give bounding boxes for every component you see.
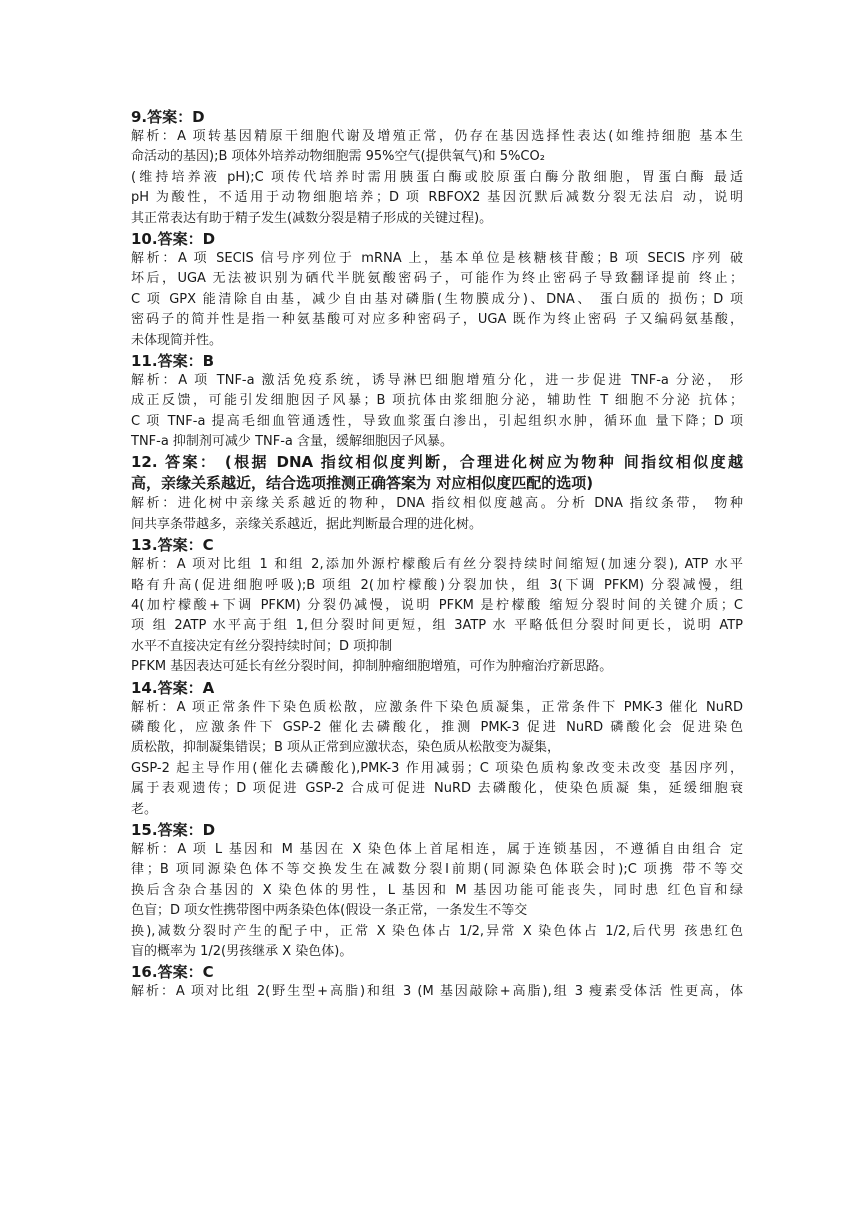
question-9: [131, 107, 743, 229]
analysis-line: C 项 GPX 能清除自由基，减少自由基对磷脂(生物膜成分)、DNA、 蛋白质的 损伤；D 项: [131, 291, 743, 307]
analysis-line: 解析：进化树中亲缘关系越近的物种，DNA 指纹相似度越高。分析 DNA 指纹条带， 物种: [131, 496, 743, 512]
answer-title-12: 12. 答案： (根据 DNA 指纹相似度判断，合理进化树应为物种 间指纹相似度越: [131, 453, 743, 472]
answer-title-13: 13.答案：C: [131, 536, 214, 555]
answer-title-15: 15.答案：D: [131, 820, 216, 839]
analysis-line: GSP-2 起主导作用(催化去磷酸化),PMK-3 作用减弱；C 项染色质构象改变未改变 基因序列，: [131, 760, 743, 776]
analysis-line: 盲的概率为 1/2(男孩继承 X 染色体)。: [131, 943, 353, 959]
analysis-line: 略有升高(促进细胞呼吸);B 项组 2(加柠檬酸)分裂加快，组 3(下调 PFKM) 分裂减慢，组: [131, 577, 743, 593]
analysis-line: 属于表观遗传；D 项促进 GSP-2 合成可促进 NuRD 去磷酸化，使染色质凝 集，延缓细胞衰: [131, 781, 743, 797]
answer-title-14: 14.答案：A: [131, 678, 215, 697]
analysis-line: 间共享条带越多，亲缘关系越近，据此判断最合理的进化树。: [131, 516, 483, 532]
analysis-line: 命活动的基因);B 项体外培养动物细胞需 95%空气(提供氧气)和 5%CO₂: [131, 149, 545, 165]
analysis-line: 磷酸化，应激条件下 GSP-2 催化去磷酸化，推测 PMK-3 促进 NuRD 磷酸化会 促进染色: [131, 719, 743, 735]
analysis-line: (维持培养液 pH);C 项传代培养时需用胰蛋白酶或胶原蛋白酶分散细胞，胃蛋白酶 最适: [131, 169, 743, 185]
analysis-line: 律；B 项同源染色体不等交换发生在减数分裂Ⅰ前期(同源染色体联会时);C 项携 带不等交: [131, 862, 743, 878]
analysis-line: 色盲；D 项女性携带图中两条染色体(假设一条正常，一条发生不等交: [131, 903, 528, 919]
analysis-line: 4(加柠檬酸+下调 PFKM) 分裂仍减慢，说明 PFKM 是柠檬酸 缩短分裂时间的关键介质；C: [131, 598, 743, 614]
analysis-line: 坏后，UGA 无法被识别为硒代半胱氨酸密码子，可能作为终止密码子导致翻译提前 终止；: [131, 271, 743, 287]
analysis-line: 解析：A 项对比组 1 和组 2,添加外源柠檬酸后有丝分裂持续时间缩短(加速分裂), ATP 水平: [131, 557, 743, 573]
analysis-line: 解析：A 项转基因精原干细胞代谢及增殖正常，仍存在基因选择性表达(如维持细胞 基本生: [131, 129, 743, 144]
analysis-line: 解析：A 项对比组 2(野生型+高脂)和组 3 (M 基因敲除+高脂),组 3 瘦素受体活 性更高，体: [131, 984, 743, 1000]
analysis-line: 解析：A 项 L 基因和 M 基因在 X 染色体上首尾相连，属于连锁基因，不遵循自由组合 定: [131, 841, 743, 857]
answer-title-10: 10.答案：D: [131, 229, 216, 248]
analysis-line: 未体现简并性。: [131, 332, 223, 348]
question-13: [131, 535, 743, 677]
question-15: [131, 820, 743, 962]
analysis-line: 换),减数分裂时产生的配子中，正常 X 染色体占 1/2,异常 X 染色体占 1/2,后代男 孩患红色: [131, 923, 743, 939]
answer-title-16: 16.答案：C: [131, 963, 214, 982]
analysis-line: 老。: [131, 801, 158, 817]
analysis-line: 其正常表达有助于精子发生(减数分裂是精子形成的关键过程)。: [131, 210, 493, 226]
analysis-line: TNF-a 抑制剂可减少 TNF-a 含量，缓解细胞因子风暴。: [131, 434, 453, 450]
analysis-line: PFKM 基因表达可延长有丝分裂时间，抑制肿瘤细胞增殖，可作为肿瘤治疗新思路。: [131, 659, 613, 675]
question-10: [131, 229, 743, 351]
question-12: [131, 452, 743, 535]
analysis-line: 成正反馈，可能引发细胞因子风暴；B 项抗体由浆细胞分泌，辅助性 T 细胞不分泌 抗体；: [131, 393, 743, 409]
analysis-line: 项 组 2ATP 水平高于组 1,但分裂时间更短，组 3ATP 水 平略低但分裂时间更长，说明 ATP: [131, 618, 743, 634]
question-14: [131, 678, 743, 820]
answer-title-11: 11.答案：B: [131, 351, 215, 370]
analysis-line: C 项 TNF-a 提高毛细血管通透性，导致血浆蛋白渗出，引起组织水肿，循环血 量下降；D 项: [131, 413, 743, 429]
document-page: [131, 107, 743, 1003]
analysis-line: 水平不直接决定有丝分裂持续时间；D 项抑制: [131, 638, 393, 654]
question-16: [131, 962, 743, 1002]
answer-title-9: 9.答案：D: [131, 108, 205, 126]
analysis-line: 密码子的简并性是指一种氨基酸可对应多种密码子，UGA 既作为终止密码 子又编码氨基酸，: [131, 312, 743, 328]
analysis-line: 解析：A 项正常条件下染色质松散，应激条件下染色质凝集，正常条件下 PMK-3 催化 NuRD: [131, 699, 743, 715]
question-11: [131, 351, 743, 453]
analysis-line: 解析：A 项 TNF-a 激活免疫系统，诱导淋巴细胞增殖分化，进一步促进 TNF-a 分泌， 形: [131, 372, 743, 388]
analysis-line: 质松散，抑制凝集错误；B 项从正常到应激状态，染色质从松散变为凝集，: [131, 740, 561, 756]
answer-title-12-cont: 高，亲缘关系越近，结合选项推测正确答案为 对应相似度匹配的选项): [131, 474, 594, 493]
analysis-line: 换后含杂合基因的 X 染色体的男性，L 基因和 M 基因功能可能丧失，同时患 红色盲和绿: [131, 882, 743, 898]
analysis-line: pH 为酸性，不适用于动物细胞培养；D 项 RBFOX2 基因沉默后减数分裂无法启 动，说明: [131, 190, 743, 206]
analysis-line: 解析：A 项 SECIS 信号序列位于 mRNA 上，基本单位是核糖核苷酸；B 项 SECIS 序列 破: [131, 250, 743, 266]
